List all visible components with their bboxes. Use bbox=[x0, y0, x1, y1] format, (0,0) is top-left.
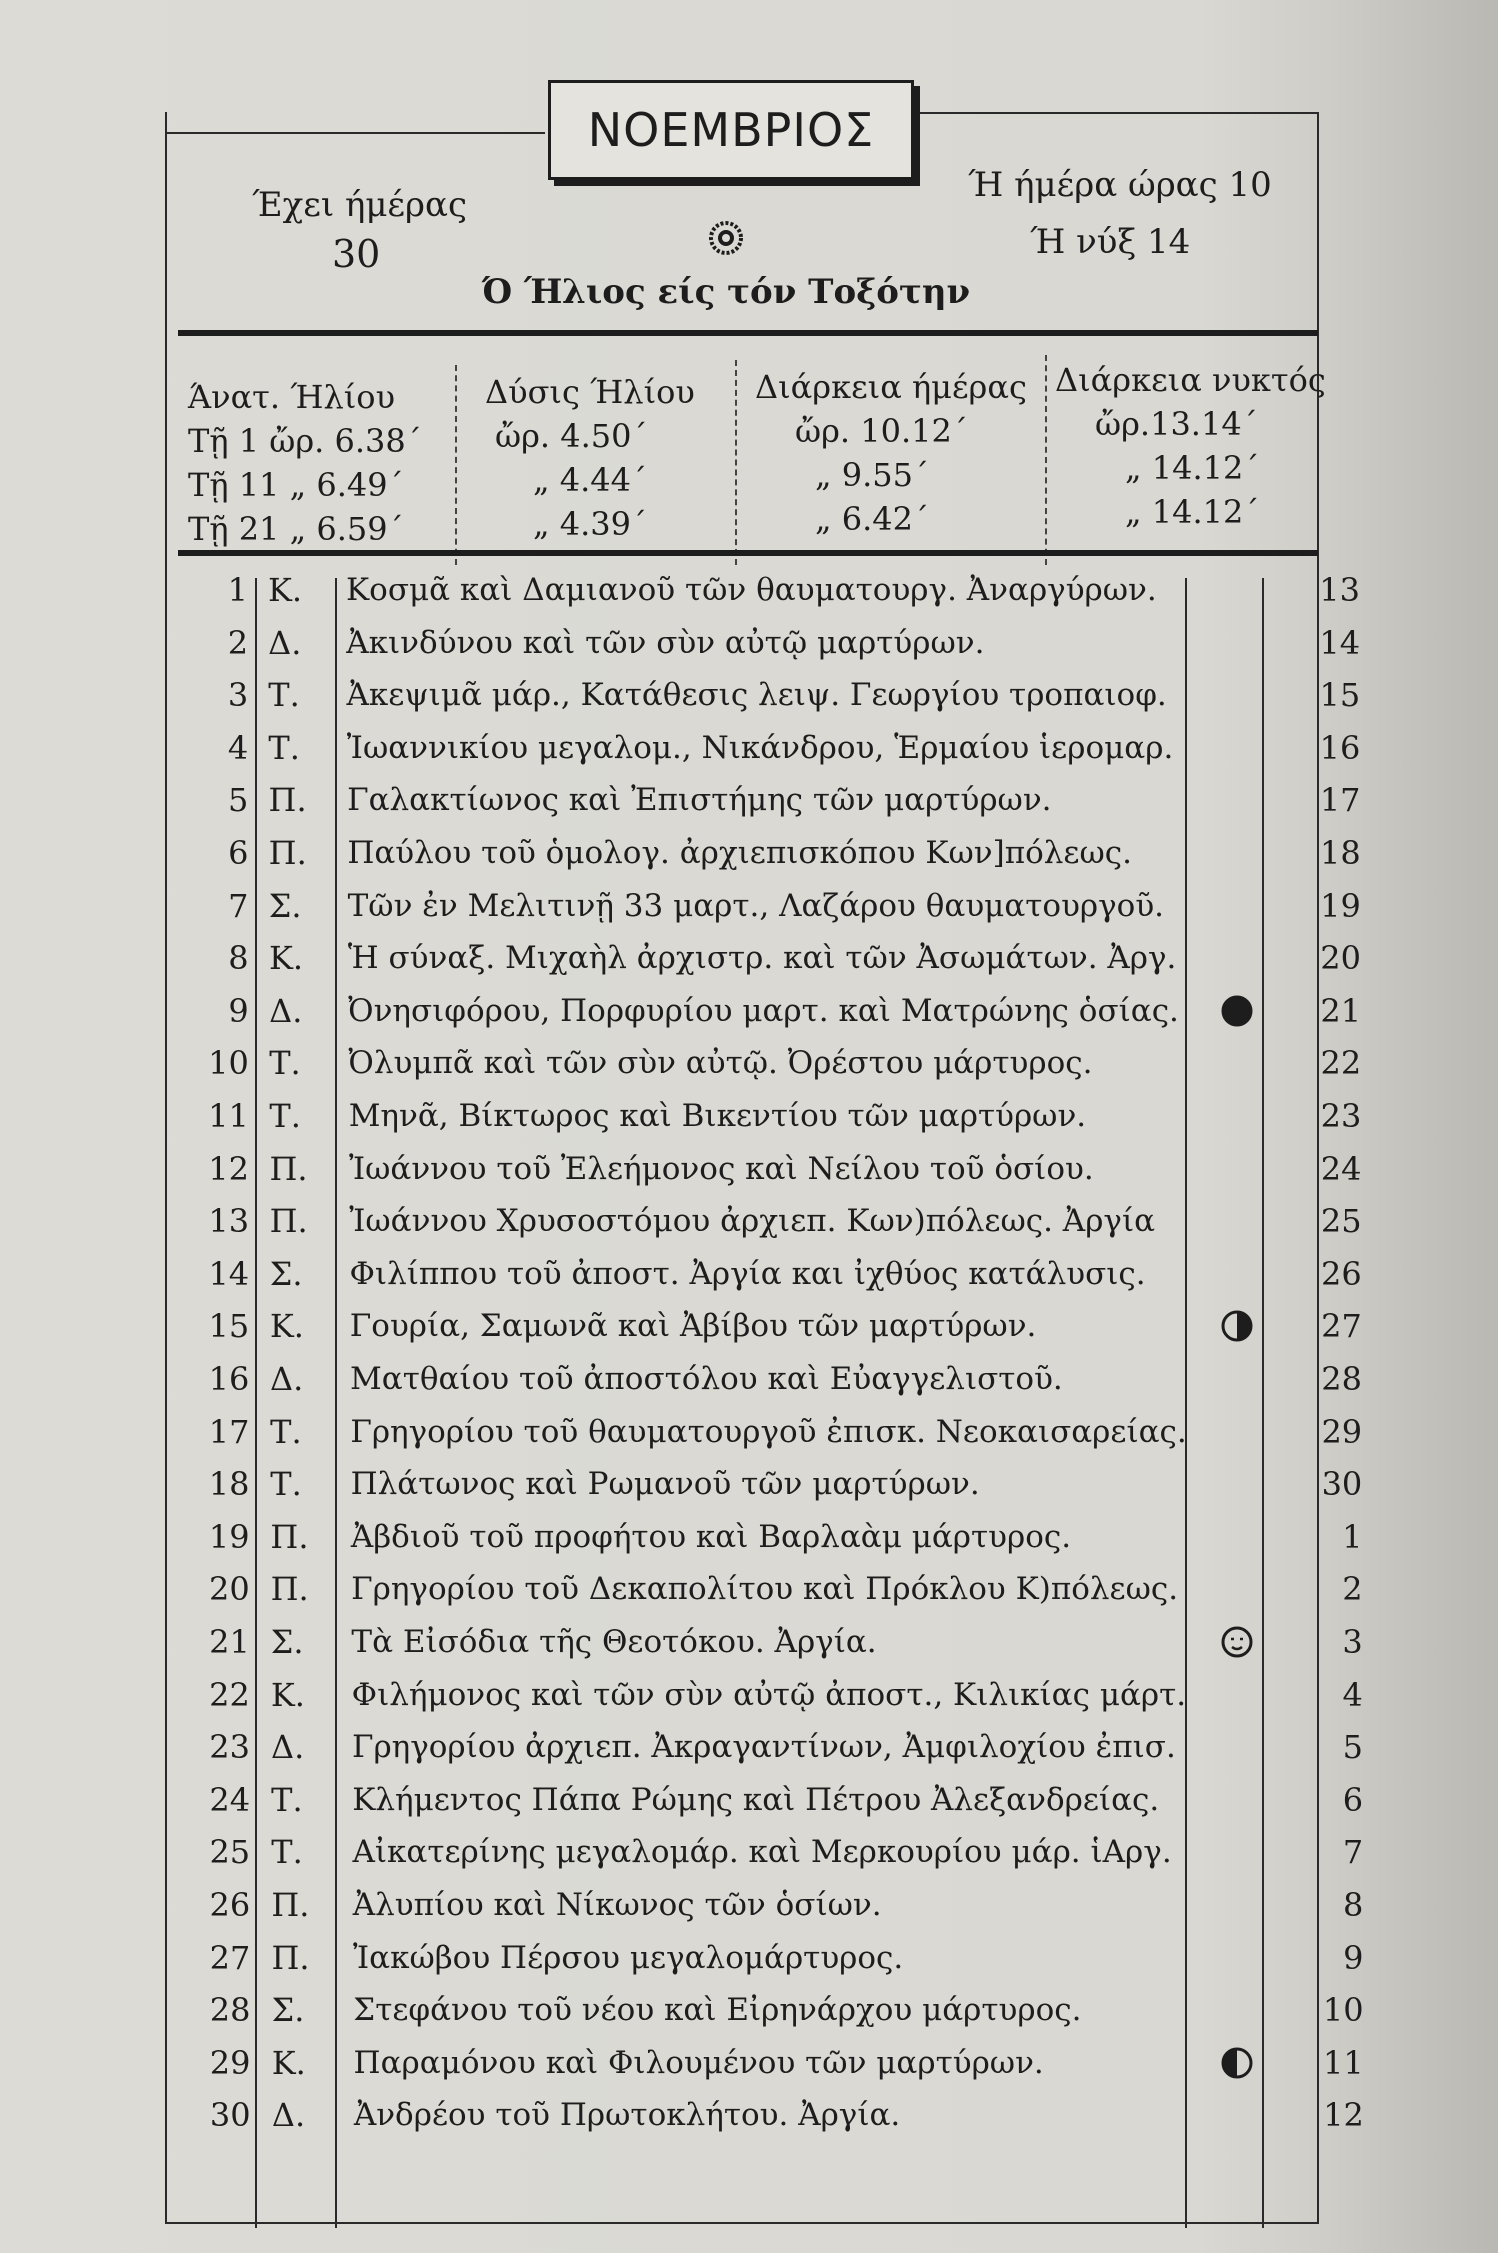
day-row bbox=[0, 1090, 1400, 1142]
night-length-row-2: „ 14.12΄ bbox=[1125, 449, 1260, 487]
weekday: Σ. bbox=[269, 1254, 303, 1293]
saint-text: Ἀνδρέου τοῦ Πρωτοκλήτου. Ἀργία. bbox=[353, 2097, 901, 2134]
old-calendar-date: 17 bbox=[1319, 781, 1361, 820]
day-row bbox=[0, 1406, 1400, 1458]
weekday: Κ. bbox=[271, 2043, 306, 2082]
day-length-row-2: „ 9.55΄ bbox=[815, 456, 929, 494]
saint-text: Ἀκεψιμᾶ μάρ., Κατάθεσις λειψ. Γεωργίου τροπαιοφ. bbox=[346, 677, 1167, 714]
old-calendar-date: 21 bbox=[1320, 991, 1362, 1030]
saint-text: Πλάτωνος καὶ Ρωμανοῦ τῶν μαρτύρων. bbox=[350, 1466, 980, 1503]
day-number: 20 bbox=[208, 1570, 250, 1609]
day-length-header: Διάρκεια ήμέρας bbox=[755, 368, 1027, 406]
old-calendar-date: 20 bbox=[1320, 939, 1361, 978]
old-calendar-date: 6 bbox=[1342, 1780, 1364, 1819]
weekday: Σ. bbox=[268, 886, 302, 925]
day-number: 7 bbox=[228, 886, 249, 925]
day-number: 14 bbox=[208, 1254, 250, 1293]
sun-sign: Ό Ήλιος είς τόν Τοξότην bbox=[482, 272, 971, 312]
old-calendar-date: 9 bbox=[1343, 1938, 1364, 1977]
day-number: 16 bbox=[208, 1360, 250, 1398]
saint-text: Ἰωάννου τοῦ Ἐλεήμονος καὶ Νείλου τοῦ ὁσίου. bbox=[348, 1150, 1094, 1187]
weekday: Δ. bbox=[271, 2096, 306, 2135]
weekday: Τ. bbox=[268, 728, 300, 767]
old-calendar-date: 25 bbox=[1320, 1202, 1362, 1241]
saint-text: Ἡ σύναξ. Μιχαὴλ ἀρχιστρ. καὶ τῶν Ἀσωμάτων. Ἀργ. bbox=[347, 940, 1177, 977]
day-row bbox=[0, 564, 1400, 616]
day-length-row-1: ὤρ. 10.12΄ bbox=[795, 412, 968, 450]
first-quarter-icon bbox=[1220, 1309, 1254, 1343]
day-number: 1 bbox=[227, 571, 248, 609]
day-row bbox=[0, 1984, 1400, 2036]
old-calendar-date: 30 bbox=[1321, 1465, 1363, 1504]
sun-divider-1 bbox=[455, 365, 457, 565]
weekday: Τ. bbox=[271, 1780, 303, 1819]
old-calendar-date: 7 bbox=[1342, 1833, 1364, 1872]
sunrise-header: Άνατ. Ήλίου bbox=[188, 378, 396, 416]
saint-text: Ὀνησιφόρου, Πορφυρίου μαρτ. καὶ Ματρώνης ὁσίας. bbox=[348, 992, 1179, 1029]
old-calendar-date: 2 bbox=[1342, 1570, 1363, 1609]
weekday: Π. bbox=[268, 781, 307, 820]
day-row bbox=[0, 932, 1400, 984]
frame-top-left bbox=[165, 132, 545, 134]
saint-text: Παύλου τοῦ ὁμολογ. ἀρχιεπισκόπου Κων]πόλεως. bbox=[347, 835, 1132, 871]
sun-divider-3 bbox=[1045, 355, 1047, 565]
weekday: Δ. bbox=[269, 991, 303, 1030]
old-calendar-date: 19 bbox=[1320, 886, 1361, 925]
frame-top-right bbox=[905, 112, 1317, 114]
old-calendar-date: 26 bbox=[1321, 1254, 1362, 1293]
weekday: Σ. bbox=[271, 1991, 305, 2030]
sunset-header: Δύσις Ήλίου bbox=[485, 373, 695, 411]
sunset-row-1: ὤρ. 4.50΄ bbox=[495, 417, 648, 455]
day-number: 15 bbox=[208, 1307, 250, 1346]
day-number: 27 bbox=[209, 1938, 251, 1977]
weekday: Κ. bbox=[268, 571, 303, 609]
weekday: Τ. bbox=[268, 676, 300, 715]
day-number: 10 bbox=[208, 1044, 249, 1083]
day-number: 29 bbox=[209, 2043, 251, 2082]
day-number: 8 bbox=[228, 939, 249, 978]
old-calendar-date: 5 bbox=[1342, 1728, 1363, 1767]
day-number: 30 bbox=[209, 2096, 251, 2135]
day-length-column bbox=[755, 365, 1027, 541]
day-row bbox=[0, 2089, 1400, 2141]
day-number: 22 bbox=[209, 1675, 250, 1714]
day-row bbox=[0, 1932, 1400, 1984]
saint-text: Τῶν ἐν Μελιτινῇ 33 μαρτ., Λαζάρου θαυματουργοῦ. bbox=[347, 887, 1165, 924]
old-calendar-date: 22 bbox=[1320, 1044, 1362, 1083]
saint-text: Φιλήμονος καὶ τῶν σὺν αὐτῷ ἀποστ., Κιλικίας μάρτ. bbox=[351, 1676, 1187, 1713]
old-calendar-date: 14 bbox=[1319, 623, 1361, 662]
saint-text: Ἰωαννικίου μεγαλομ., Νικάνδρου, Ἑρμαίου ἱερομαρ. bbox=[346, 729, 1174, 766]
weekday: Τ. bbox=[269, 1044, 301, 1083]
sunrise-row-3: Τῇ 21 „ 6.59΄ bbox=[188, 510, 404, 548]
new-moon-icon bbox=[1220, 994, 1254, 1028]
weekday: Δ. bbox=[268, 623, 302, 662]
day-row bbox=[0, 1037, 1400, 1089]
weekday: Κ. bbox=[269, 1307, 304, 1346]
weekday: Δ. bbox=[270, 1360, 304, 1398]
day-row bbox=[0, 1353, 1400, 1405]
days-label: Έχει ήμέρας bbox=[252, 185, 468, 225]
saint-text: Παραμόνου καὶ Φιλουμένου τῶν μαρτύρων. bbox=[353, 2044, 1044, 2081]
day-row bbox=[0, 1195, 1400, 1247]
saint-text: Ἀλυπίου καὶ Νίκωνος τῶν ὁσίων. bbox=[352, 1887, 882, 1923]
saint-text: Ἰακώβου Πέρσου μεγαλομάρτυρος. bbox=[353, 1939, 904, 1976]
day-row bbox=[0, 1458, 1400, 1510]
saint-text: Γουρία, Σαμωνᾶ καὶ Ἀβίβου τῶν μαρτύρων. bbox=[349, 1308, 1037, 1345]
night-hours: Ή νύξ 14 bbox=[1030, 222, 1191, 262]
day-length-row-3: „ 6.42΄ bbox=[815, 500, 929, 538]
weekday: Π. bbox=[269, 1202, 308, 1241]
weekday: Τ. bbox=[271, 1833, 303, 1872]
old-calendar-date: 10 bbox=[1322, 1991, 1364, 2030]
sunset-row-2: „ 4.44΄ bbox=[533, 461, 647, 499]
day-number: 3 bbox=[227, 676, 249, 715]
old-calendar-date: 8 bbox=[1343, 1886, 1364, 1924]
day-row bbox=[0, 827, 1400, 879]
days-count: 30 bbox=[332, 232, 381, 276]
saint-text: Ὀλυμπᾶ καὶ τῶν σὺν αὐτῷ. Ὀρέστου μάρτυρος. bbox=[348, 1045, 1093, 1082]
day-number: 2 bbox=[227, 623, 249, 662]
weekday: Κ. bbox=[270, 1675, 305, 1714]
weekday: Π. bbox=[268, 834, 307, 872]
day-row bbox=[0, 722, 1400, 774]
last-quarter-icon bbox=[1220, 2046, 1254, 2080]
saint-text: Γρηγορίου τοῦ θαυματουργοῦ ἐπισκ. Νεοκαισαρείας. bbox=[350, 1413, 1187, 1450]
sunset-column bbox=[485, 370, 695, 546]
night-length-header: Διάρκεια νυκτός bbox=[1055, 361, 1326, 399]
day-row bbox=[0, 985, 1400, 1037]
saint-text: Κοσμᾶ καὶ Δαμιανοῦ τῶν θαυματουργ. Ἀναργύρων. bbox=[346, 572, 1157, 608]
saint-text: Κλήμεντος Πάπα Ρώμης καὶ Πέτρου Ἀλεξανδρείας. bbox=[352, 1781, 1160, 1818]
old-calendar-date: 27 bbox=[1321, 1307, 1362, 1346]
weekday: Π. bbox=[271, 1938, 310, 1977]
sun-divider-2 bbox=[735, 360, 737, 565]
day-row bbox=[0, 1248, 1400, 1300]
weekday: Τ. bbox=[269, 1097, 301, 1135]
weekday: Σ. bbox=[270, 1623, 304, 1661]
day-row bbox=[0, 2037, 1400, 2089]
day-number: 28 bbox=[209, 1991, 251, 2030]
old-calendar-date: 15 bbox=[1319, 676, 1361, 715]
day-number: 24 bbox=[209, 1780, 251, 1819]
weekday: Κ. bbox=[268, 939, 304, 978]
old-calendar-date: 16 bbox=[1319, 728, 1361, 767]
weekday: Τ. bbox=[270, 1465, 302, 1504]
saint-text: Αἰκατερίνης μεγαλομάρ. καὶ Μερκουρίου μάρ. ἱΑργ. bbox=[352, 1834, 1172, 1871]
header-rule bbox=[178, 330, 1318, 336]
weekday: Π. bbox=[270, 1517, 309, 1556]
day-row bbox=[0, 1616, 1400, 1668]
day-row bbox=[0, 617, 1400, 669]
saint-text: Ἀβδιοῦ τοῦ προφήτου καὶ Βαρλαὰμ μάρτυρος. bbox=[350, 1518, 1072, 1555]
day-row bbox=[0, 1879, 1400, 1931]
weekday: Π. bbox=[269, 1149, 308, 1188]
day-number: 18 bbox=[208, 1465, 250, 1504]
day-hours: Ή ήμέρα ώρας 10 bbox=[968, 165, 1272, 205]
old-calendar-date: 1 bbox=[1342, 1517, 1363, 1556]
day-row bbox=[0, 1826, 1400, 1878]
day-number: 26 bbox=[209, 1886, 251, 1924]
full-moon-icon bbox=[1220, 1625, 1254, 1659]
day-number: 19 bbox=[208, 1517, 250, 1556]
day-number: 17 bbox=[208, 1412, 250, 1451]
day-row bbox=[0, 1300, 1400, 1352]
saint-text: Τὰ Εἰσόδια τῆς Θεοτόκου. Ἀργία. bbox=[351, 1624, 877, 1660]
day-row bbox=[0, 1511, 1400, 1563]
day-row bbox=[0, 1774, 1400, 1826]
day-number: 4 bbox=[227, 728, 249, 767]
day-number: 9 bbox=[228, 991, 249, 1030]
month-title bbox=[548, 80, 914, 180]
old-calendar-date: 24 bbox=[1320, 1149, 1362, 1188]
old-calendar-date: 18 bbox=[1319, 834, 1361, 872]
sunset-row-3: „ 4.39΄ bbox=[533, 505, 647, 543]
saint-text: Ἰωάννου Χρυσοστόμου ἀρχιεπ. Κων)πόλεως. Ἀργία bbox=[349, 1203, 1156, 1240]
day-number: 25 bbox=[209, 1833, 251, 1872]
saint-text: Γρηγορίου τοῦ Δεκαπολίτου καὶ Πρόκλου Κ)πόλεως. bbox=[351, 1571, 1179, 1608]
weekday: Π. bbox=[271, 1886, 310, 1924]
day-row bbox=[0, 1669, 1400, 1721]
saint-text: Ματθαίου τοῦ ἀποστόλου καὶ Εὐαγγελιστοῦ. bbox=[350, 1361, 1063, 1397]
weekday: Δ. bbox=[270, 1728, 305, 1767]
saint-text: Γρηγορίου ἀρχιεπ. Ἀκραγαντίνων, Ἀμφιλοχίου ἐπισ. bbox=[351, 1729, 1176, 1766]
table-rule bbox=[178, 550, 1318, 556]
month-title-text: ΝΟΕΜΒΡΙΟΣ bbox=[587, 103, 875, 157]
weekday: Τ. bbox=[270, 1412, 302, 1451]
old-calendar-date: 13 bbox=[1319, 571, 1360, 609]
old-calendar-date: 28 bbox=[1321, 1360, 1363, 1398]
old-calendar-date: 4 bbox=[1342, 1675, 1363, 1714]
sun-icon bbox=[708, 220, 744, 256]
day-row bbox=[0, 669, 1400, 721]
day-number: 12 bbox=[208, 1149, 249, 1188]
old-calendar-date: 23 bbox=[1320, 1097, 1362, 1135]
saint-text: Γαλακτίωνος καὶ Ἐπιστήμης τῶν μαρτύρων. bbox=[347, 782, 1052, 819]
sunrise-column bbox=[188, 375, 422, 551]
day-row bbox=[0, 1563, 1400, 1615]
night-length-row-3: „ 14.12΄ bbox=[1125, 493, 1260, 531]
day-row bbox=[0, 1143, 1400, 1195]
saint-text: Στεφάνου τοῦ νέου καὶ Εἰρηνάρχου μάρτυρος. bbox=[353, 1992, 1082, 2029]
old-calendar-date: 3 bbox=[1342, 1623, 1363, 1661]
day-number: 21 bbox=[209, 1623, 250, 1661]
sunrise-row-2: Τῇ 11 „ 6.49΄ bbox=[188, 466, 404, 504]
old-calendar-date: 11 bbox=[1323, 2043, 1364, 2082]
day-number: 23 bbox=[209, 1728, 250, 1767]
day-number: 13 bbox=[208, 1202, 250, 1241]
day-number: 5 bbox=[228, 781, 249, 820]
sunrise-row-1: Τῇ 1 ὤρ. 6.38΄ bbox=[188, 422, 422, 460]
night-length-row-1: ὤρ.13.14΄ bbox=[1095, 405, 1258, 443]
day-row bbox=[0, 1721, 1400, 1773]
saint-text: Ἀκινδύνου καὶ τῶν σὺν αὐτῷ μαρτύρων. bbox=[346, 624, 985, 661]
saint-text: Φιλίππου τοῦ ἀποστ. Ἀργία και ἰχθύος κατάλυσις. bbox=[349, 1255, 1146, 1292]
weekday: Π. bbox=[270, 1570, 309, 1609]
old-calendar-date: 12 bbox=[1323, 2096, 1364, 2135]
day-row bbox=[0, 880, 1400, 932]
day-number: 11 bbox=[208, 1097, 249, 1135]
night-length-column bbox=[1055, 358, 1326, 534]
day-row bbox=[0, 774, 1400, 826]
old-calendar-date: 29 bbox=[1321, 1412, 1363, 1451]
saint-text: Μηνᾶ, Βίκτωρος καὶ Βικεντίου τῶν μαρτύρων. bbox=[348, 1098, 1087, 1134]
day-number: 6 bbox=[228, 834, 249, 872]
